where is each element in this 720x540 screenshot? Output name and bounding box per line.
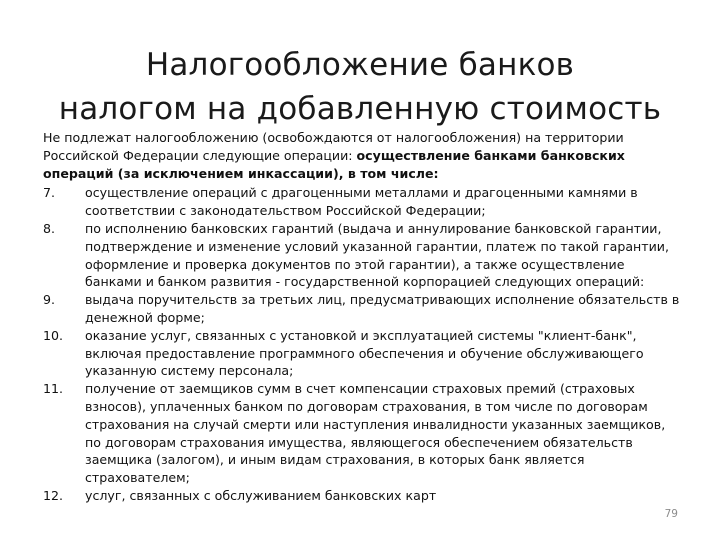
list-item — [43, 184, 683, 220]
page-number: 79 — [664, 508, 678, 520]
list-item-number: 9. — [43, 292, 56, 308]
slide-title-line-2: налогом на добавленную стоимость — [58, 90, 662, 127]
list-item-text: получение от заемщиков сумм в счет компенсации страховых премий (страховых взносов), уплаченных банком по договорам страхования, в том числе по договорам страхования на случай смерти или наступления инвалидности указанных заемщиков, по договорам страхования имущества, являющегося обеспечением обязательств заемщика (залогом), и иным видам страхования, в которых банк является страхователем; — [85, 381, 666, 486]
list-item-number: 7. — [43, 185, 56, 201]
list-item — [43, 380, 683, 487]
list-item — [43, 220, 683, 291]
list-item-text: услуг, связанных с обслуживанием банковских карт — [85, 487, 437, 503]
list-item-number: 10. — [43, 327, 64, 343]
list-item — [43, 291, 683, 327]
list-item-text: оказание услуг, связанных с установкой и эксплуатацией системы "клиент-банк", включая предоставление программного обеспечения и обучение обслуживающего указанную систему персонала; — [85, 327, 644, 379]
list-item-text: выдача поручительств за третьих лиц, предусматривающих исполнение обязательств в денежной форме; — [85, 292, 680, 325]
slide-body — [43, 129, 683, 505]
list-item-text: осуществление операций с драгоценными металлами и драгоценными камнями в соответствии с законодательством Российской Федерации; — [85, 185, 638, 219]
intro-paragraph — [43, 129, 683, 182]
intro-bold-text: осуществление банками банковских операций (за исключением инкассации), в том числе: — [43, 147, 625, 181]
list-item-text: по исполнению банковских гарантий (выдача и аннулирование банковской гарантии, подтверждение и изменение условий указанной гарантии, платеж по такой гарантии, оформление и проверка документов по этой гарантии), а также осуществление банками и банком развития - государственной корпорацией следующих операций: — [85, 220, 669, 290]
intro-text: Не подлежат налогообложению (освобождаются от налогообложения) на территории Российской Федерации следующие операции: — [43, 130, 624, 163]
list-item-number: 11. — [43, 381, 64, 397]
list-item — [43, 327, 683, 380]
list-item-number: 12. — [43, 487, 64, 503]
slide-title — [24, 43, 696, 131]
list-item — [43, 487, 683, 505]
list-item-number: 8. — [43, 220, 56, 236]
slide-title-line-1: Налогообложение банков — [145, 46, 575, 83]
